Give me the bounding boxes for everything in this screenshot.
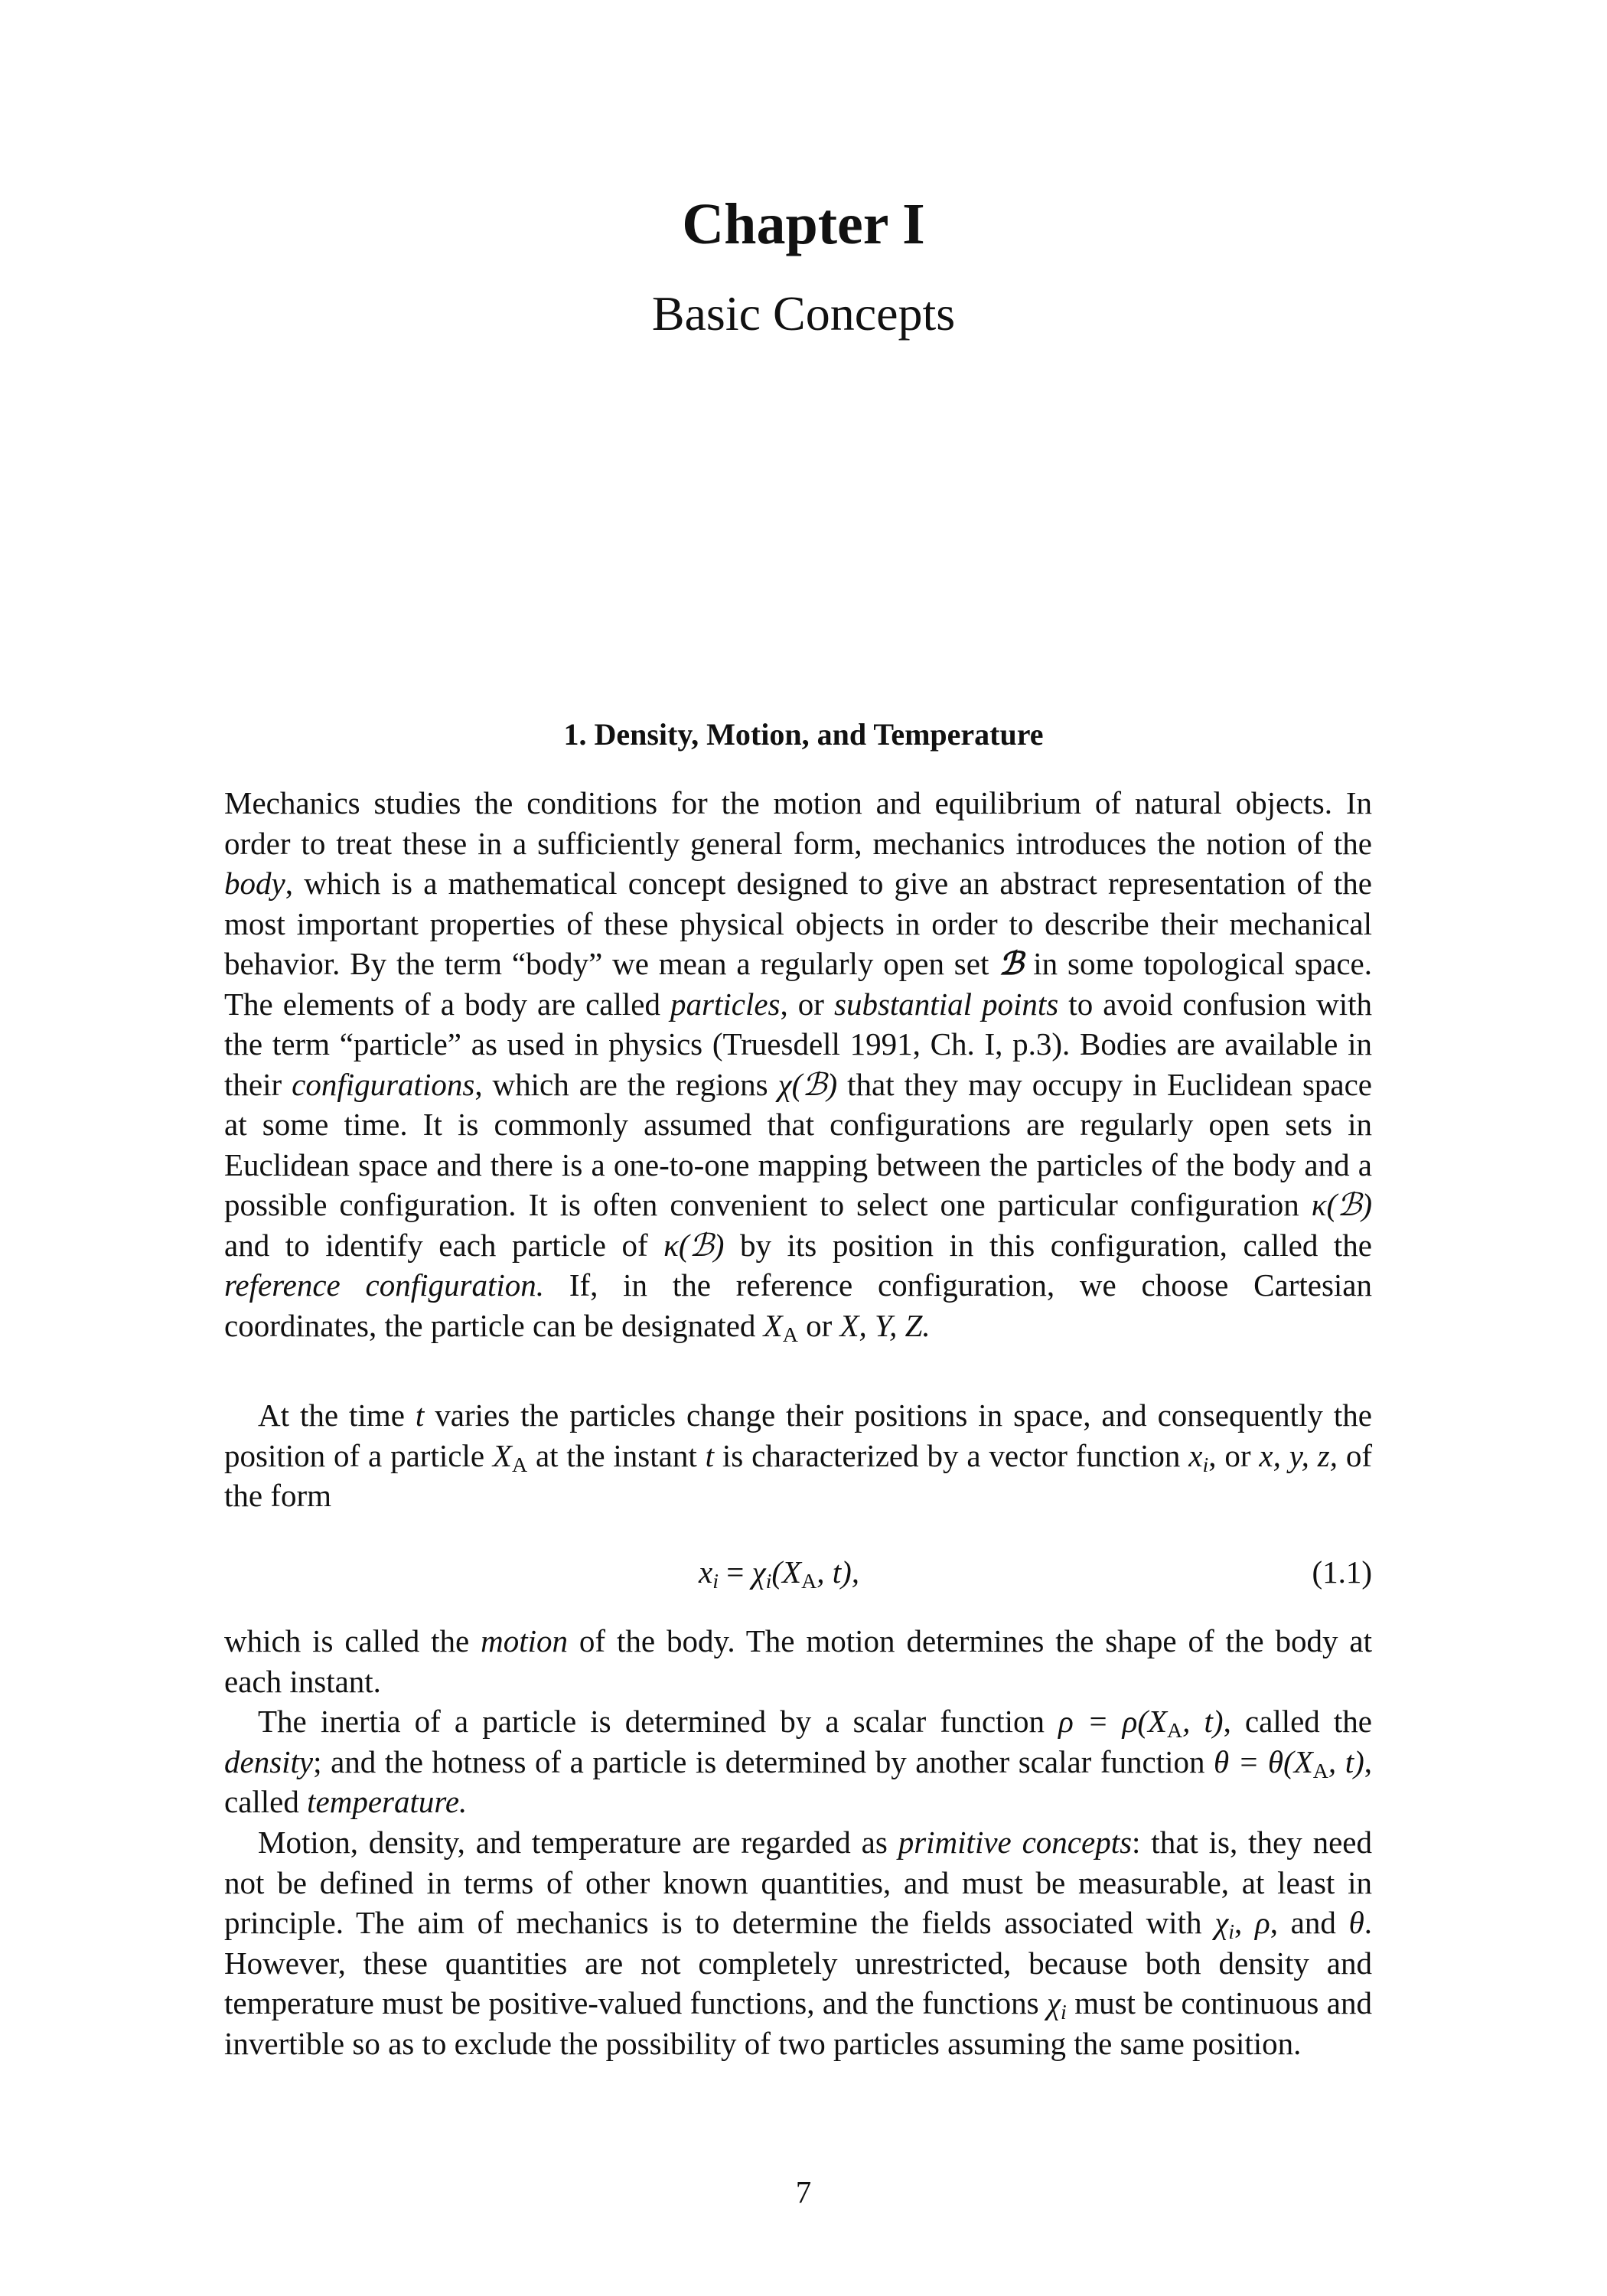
equation-1-1 [224, 1552, 1372, 1592]
chapter-label: Chapter I [682, 192, 925, 256]
term-primitive-concepts: primitive concepts [898, 1825, 1133, 1860]
kappa-expression: κ(ℬ) [663, 1227, 725, 1263]
term-configurations: configurations [292, 1066, 475, 1102]
term-particles: particles [670, 986, 781, 1022]
xa-expression: X [763, 1307, 783, 1343]
term-reference-configuration: reference configuration. [224, 1267, 545, 1303]
chi-expression: χ(ℬ) [777, 1066, 838, 1102]
term-temperature: temperature. [307, 1784, 468, 1819]
term-density: density [224, 1743, 314, 1779]
xyz-expression: X, Y, Z. [839, 1307, 931, 1343]
equation-expression: $x_i = \chi_i(X_A$, t), [699, 1554, 860, 1593]
paragraph-3: which is called the motion of the body. The motion determines the shape of the body at each instant. [224, 1623, 1372, 1699]
page-number: 7 [795, 2174, 812, 2210]
body-symbol: ℬ [999, 945, 1024, 982]
term-substantial-points: substantial points [834, 986, 1059, 1022]
term-body: body [224, 866, 285, 901]
paragraph-4: The inertia of a particle is determined by a scalar function $\rho = \rho(X_A$, t), called the density; and the hotness of a particle is determined by another scalar function $\theta = \theta(X_A$, t), called temperature. [224, 1704, 1372, 1819]
term-motion: motion [481, 1623, 569, 1658]
paragraph-1: Mechanics studies the conditions for the motion and equilibrium of natural objects. In order to treat these in a sufficiently general form, mechanics introduces the notion of the body, which is a mathematical concept designed to give an abstract representation of the most important properties of these physical objects in order to describe their mechanical behavior. By the term “body” we mean a regularly open set ℬ in some topological space. The elements of a body are called particles, or substantial points to avoid confusion with the term “particle” as used in physics (Truesdell 1991, Ch. I, p.3). Bodies are available in their configurations, which are the regions χ(ℬ) that they may occupy in Euclidean space at some time. It is commonly assumed that configurations are regularly open sets in Euclidean space and there is a one-to-one mapping between the particles of the body and a possible configuration. It is often convenient to select one particular configuration κ(ℬ) and to identify each particle of κ(ℬ) by its position in this configuration, called the reference configuration. If, in the reference configuration, we choose Cartesian coordinates, the particle can be designated $X_A$ or X, Y, Z. [224, 785, 1372, 1347]
equation-number: (1.1) [1312, 1554, 1372, 1590]
chapter-title: Basic Concepts [651, 286, 956, 341]
paragraph-2: At the time t varies the particles change their positions in space, and consequently the position of a particle $X_A$ at the instant t is characterized by a vector function $x_i$, or x, y, z, of the form [224, 1397, 1372, 1513]
paragraph-5: Motion, density, and temperature are regarded as primitive concepts: that is, they need not be defined in terms of other known quantities, and must be measurable, at least in principle. The aim of mechanics is to determine the fields associated with $\chi_i$, ρ, and θ. However, these quantities are not completely unrestricted, because both density and temperature must be positive-valued functions, and the functions $\chi_i$ must be continuous and invertible so as to exclude the possibility of two particles assuming the same position. [224, 1825, 1373, 2061]
kappa-expression: κ(ℬ) [1311, 1187, 1372, 1222]
section-heading: 1. Density, Motion, and Temperature [563, 717, 1044, 752]
